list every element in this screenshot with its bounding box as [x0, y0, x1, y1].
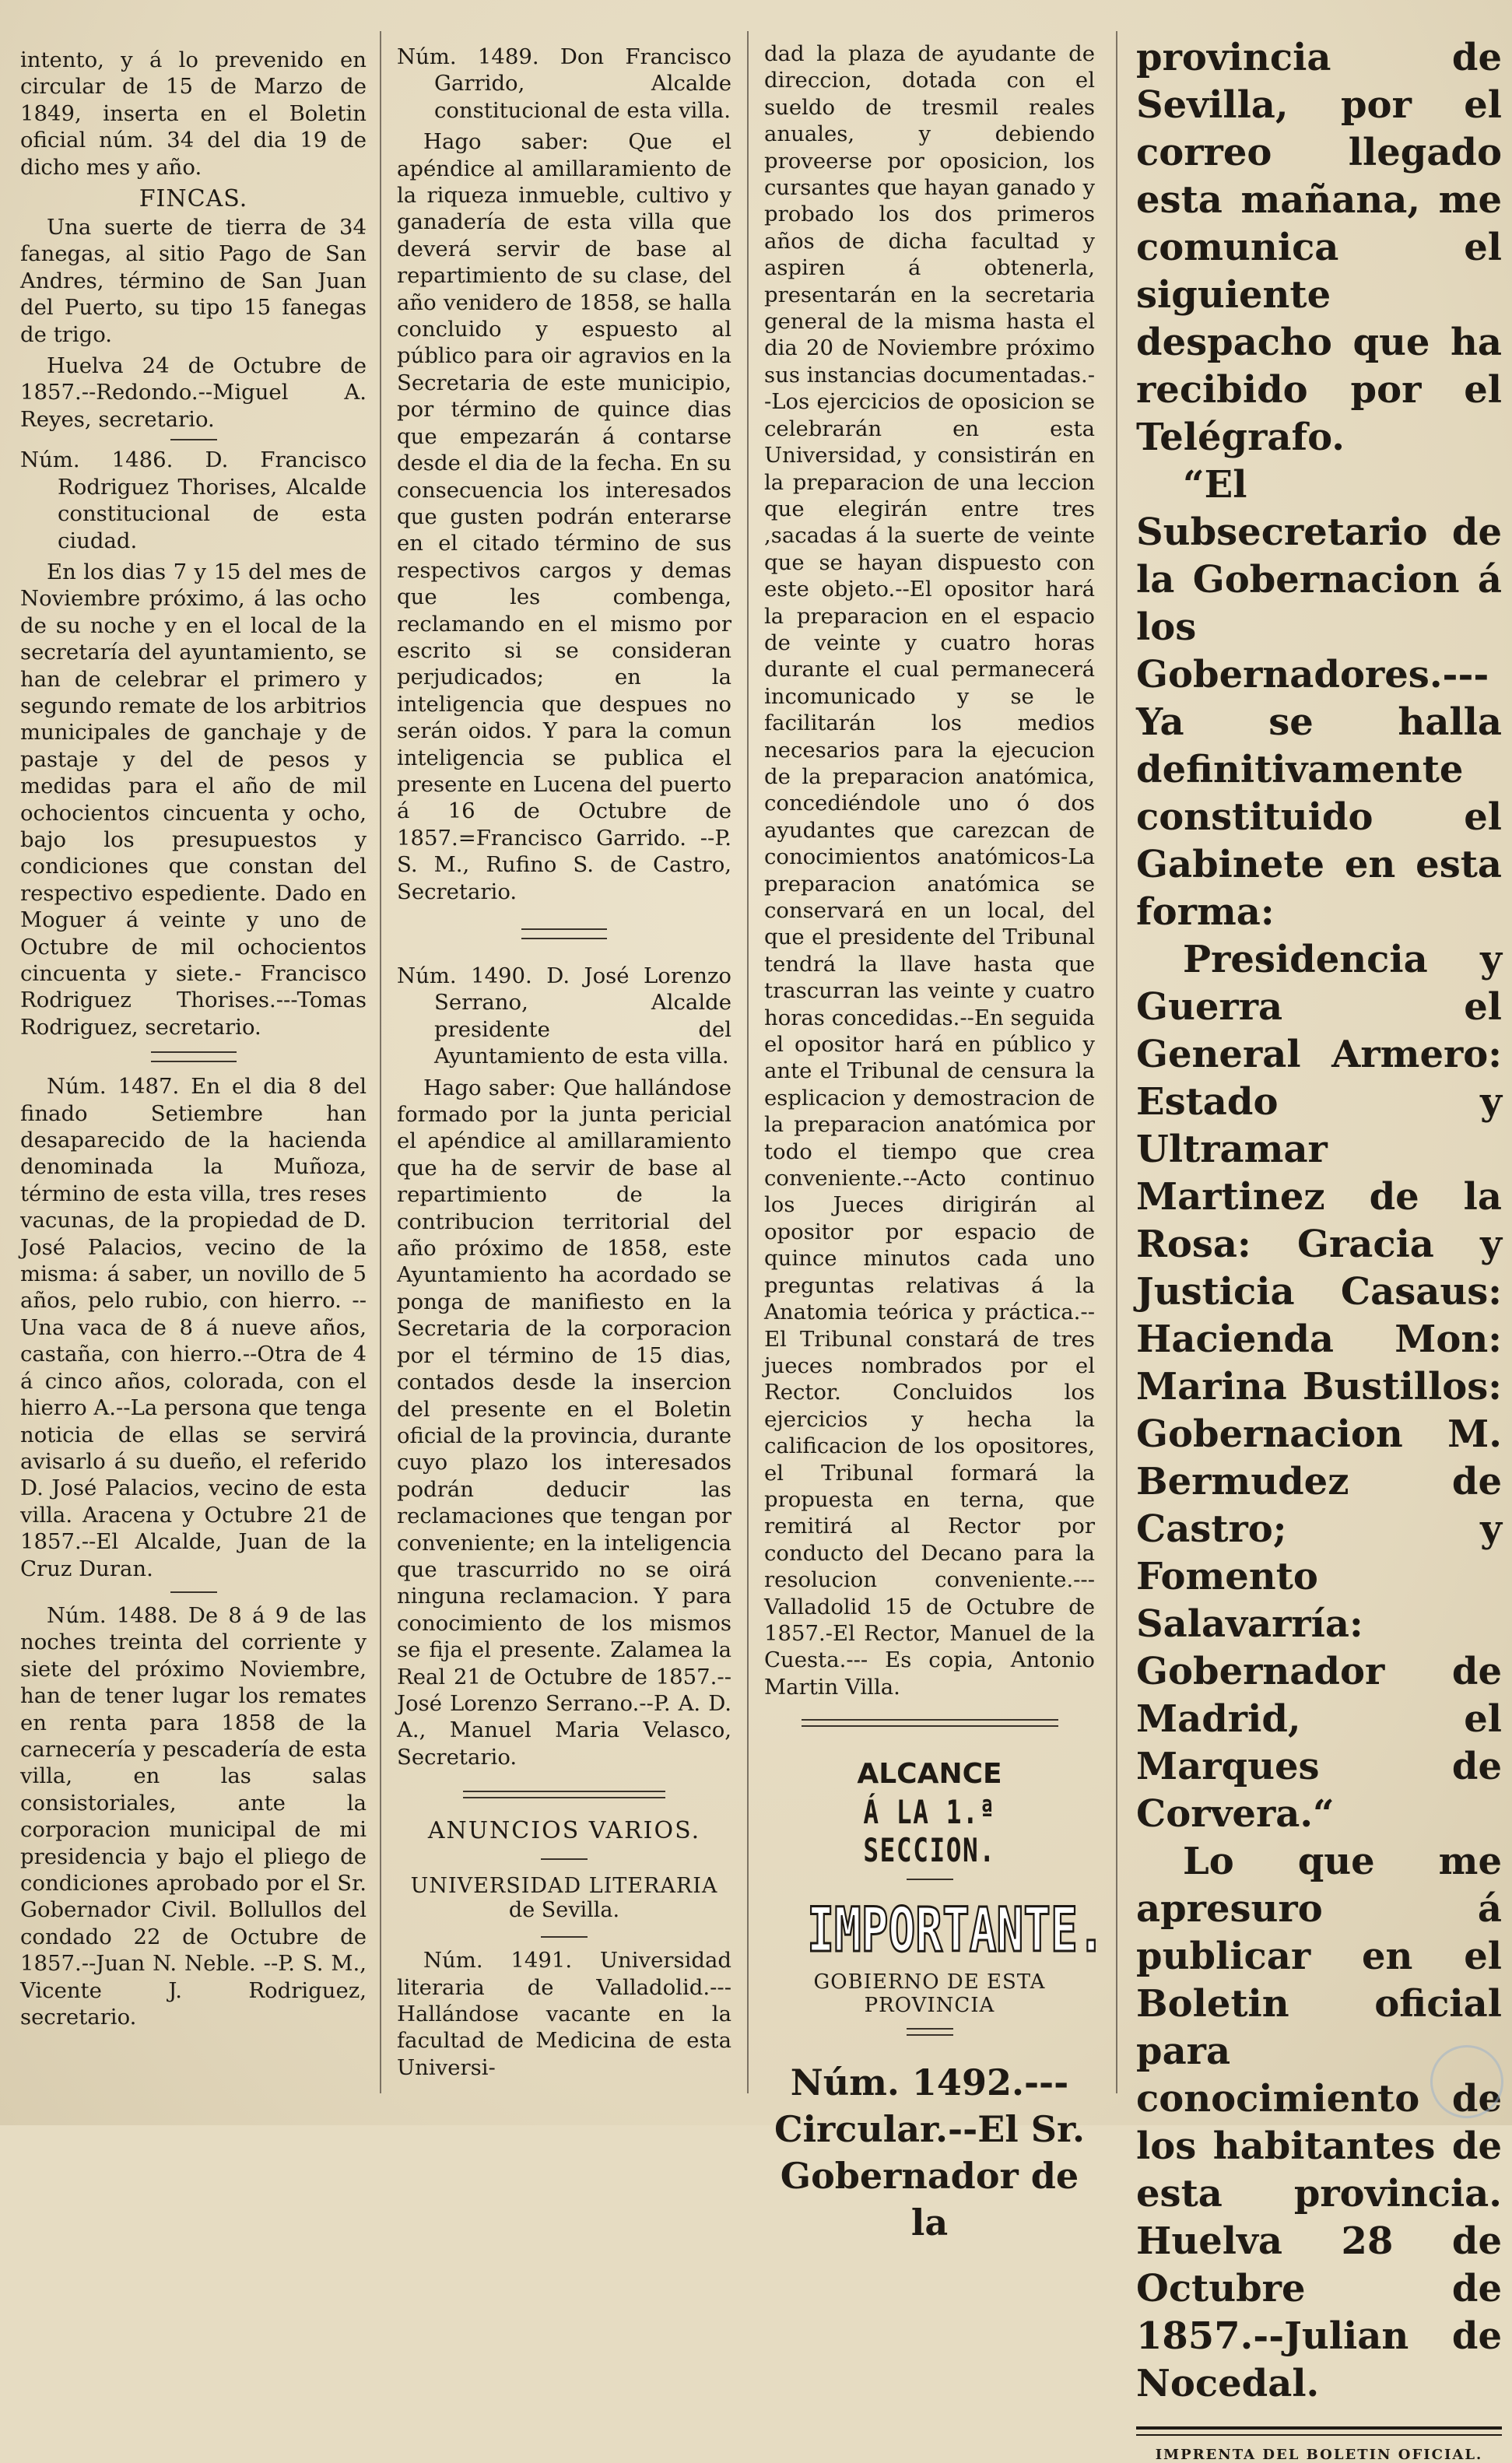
notice-1488: Núm. 1488. De 8 á 9 de las noches treinta del corriente y siete del próximo Noviembre, han de tener lugar los remates en renta para 1858 de la carnecería y pescadería de esta villa, en las salas consistoriales, ante la corporacion municipal de mi presidencia y bajo el pliego de condiciones aprobado por el Sr. Gobernador Civil. Bollullos del condado 22 de Octubre de 1857.--Juan N. Neble. --P. S. M., Vicente J. Rodriguez, secretario.: [20, 1602, 367, 2030]
gobierno-heading: GOBIERNO DE ESTA PROVINCIA: [813, 1970, 1046, 2018]
separator: [521, 928, 607, 939]
subsecretario-paragraph: “El Subsecretario de la Gobernacion á los Gobernadores.---Ya se halla definitivamente constituido el Gabinete en esta forma:: [1136, 463, 1502, 934]
closing-paragraph: Lo que me apresuro á publicar en el Boletin oficial para conocimiento de los habitantes de esta provincia. Huelva 28 de Octubre de 1857.--Julian de Nocedal.: [1136, 1840, 1502, 2405]
separator: [170, 1591, 217, 1593]
notice-1486-body: En los dias 7 y 15 del mes de Noviembre próximo, á las ocho de su noche y en el local de la secretaría del ayuntamiento, se han de celebrar el primero y segundo remate de los arbitrios municipales de ganchaje y de pastaje y del de pesos y medidas para el año de mil ochocientos cincuenta y ocho, bajo los presupuestos y condiciones que constan del respectivo espediente. Dado en Moguer á veinte y uno de Octubre de mil ochocientos cincuenta y siete.- Francisco Rodriguez Thorises.---Tomas Rodriguez, secretario.: [20, 559, 367, 1040]
alcance-heading: ALCANCE: [857, 1758, 1002, 1791]
fincas-heading: FINCAS.: [139, 185, 248, 213]
notice-1490-body: Hago saber: Que hallándose formado por la junta pericial el apéndice al amillaramiento que ha de servir de base al repartimiento de la contribucion territorial del año próximo de 1858, este Ayuntamiento ha acordado se ponga de manifiesto en la Secretaria de la corporacion por el término de 15 dias, contados desde la insercion del presente en el Boletin oficial de la provincia, durante cuyo plazo los interesados podrán deducir las reclamaciones que tengan por conveniente; en la inteligencia que trascurrido no se oirá ninguna reclamacion. Y para conocimiento de los mismos se fija el presente. Zalamea la Real 21 de Octubre de 1857.--José Lorenzo Serrano.--P. A. D. A., Manuel Maria Velasco, Secretario.: [397, 1075, 731, 1770]
importante-heading: IMPORTANTE.: [807, 1896, 1105, 1967]
notice-1491-continuation: dad la plaza de ayudante de direccion, dotada con el sueldo de tresmil reales anuales, y debiendo proveerse por oposicion, los cursantes que hayan ganado y probado los dos primeros años de dicha facultad y aspiren á obtenerla, presentarán en la secretaria general de la misma hasta el dia 20 de Noviembre próximo sus instancias documentadas.--Los ejercicios de oposicion se celebrarán en esta Universidad, y consistirán en la preparacion de una leccion que elegirán entre tres ,sacadas á la suerte de veinte que se hayan dispuesto con este objeto.--El opositor hará la preparacion en el espacio de veinte y cuatro horas durante el cual permanecerá incomunicado y se le facilitarán los medios necesarios para la ejecucion de la preparacion anatómica, concediéndole uno ó dos ayudantes que carezcan de conocimientos anatómicos-La preparacion anatómica se conservará en un local, del que el presidente del Tribunal tendrá la llave hasta que trascurran las veinte y cuatro horas concedidas.--En seguida el opositor hará en público y ante el Tribunal de censura la esplicacion y demostracion de la preparacion anatómica por todo el tiempo que crea conveniente.--Acto continuo los Jueces dirigirán al opositor por espacio de quince minutos cada uno preguntas relativas á la Anatomia teórica y práctica.--El Tribunal constará de tres jueces nombrados por el Rector. Concluidos los ejercicios y hecha la calificacion de los opositores, el Tribunal formará la propuesta en terna, que remitirá al Rector por conducto del Decano para la resolucion conveniente.---Valladolid 15 de Octubre de 1857.-El Rector, Manuel de la Cuesta.--- Es copia, Antonio Martin Villa.: [764, 41, 1095, 1700]
despacho-paragraph: provincia de Sevilla, por el correo llegado esta mañana, me comunica el siguiente despacho que ha recibido por el Telégrafo.: [1136, 36, 1502, 459]
notice-1489-body: Hago saber: Que el apéndice al amillaramiento de la riqueza inmueble, cultivo y ganadería de esta villa que deverá servir de base al repartimiento de su clase, del año venidero de 1858, se halla concluido y espuesto al público para oir agravios en la Secretaria de este municipio, por término de quince dias que empezarán á contarse desde el dia de la fecha. En su consecuencia los interesados que gusten podrán enterarse en el citado término de sus respectivos cargos y demas que les combenga, reclamando en el mismo por escrito si se consideran perjudicados; en la inteligencia que despues no serán oidos. Y para la comun inteligencia se publica el presente en Lucena del puerto á 16 de Octubre de 1857.=Francisco Garrido. --P. S. M., Rufino S. de Castro, Secretario.: [397, 129, 731, 904]
column-rule: [1116, 31, 1117, 2093]
paragraph-huelva-signature: Huelva 24 de Octubre de 1857.--Redondo.--Miguel A. Reyes, secretario.: [20, 353, 367, 432]
universidad-heading: UNIVERSIDAD LITERARIA: [410, 1874, 718, 1899]
separator: [151, 1051, 237, 1062]
notice-1489-heading: Núm. 1489. Don Francisco Garrido, Alcalde constitucional de esta villa.: [397, 44, 731, 123]
notice-1491-start: Núm. 1491. Universidad literaria de Valladolid.---Hallándose vacante en la facultad de Medicina de esta Universi-: [397, 1948, 731, 2080]
paragraph-suerte: Una suerte de tierra de 34 fanegas, al sitio Pago de San Andres, término de San Juan del Puerto, su tipo 15 fanegas de trigo.: [20, 215, 367, 347]
alcance-section-heading: Á LA 1.ª SECCION.: [863, 1793, 996, 1870]
separator: [170, 439, 217, 440]
separator: [541, 1936, 588, 1938]
gabinete-paragraph: Presidencia y Guerra el General Armero: Estado y Ultramar Martinez de la Rosa: Gracia y Justicia Casaus: Hacienda Mon: Marina Bustillos: Gobernacion M. Bermudez de Castro; y Fomento Salavarría: Gobernador de Madrid, el Marques de Corvera.“: [1136, 938, 1502, 1836]
column-rule: [747, 31, 749, 2093]
notice-1487: Núm. 1487. En el dia 8 del finado Setiembre han desaparecido de la hacienda denominada la Muñoza, término de esta villa, tres reses vacunas, de la propiedad de D. José Palacios, vecino de la misma: á saber, un novillo de 5 años, pelo rubio, con hierro. --Una vaca de 8 á nueve años, castaña, con hierro.--Otra de 4 á cinco años, colorada, con el hierro A.--La persona que tenga noticia de ellas se servirá avisarlo á su dueño, el referido D. José Palacios, vecino de esta villa. Aracena y Octubre 21 de 1857.--El Alcalde, Juan de la Cruz Duran.: [20, 1074, 367, 1581]
anuncios-varios-heading: ANUNCIOS VARIOS.: [427, 1817, 701, 1845]
separator: [541, 1858, 588, 1860]
separator: [463, 1791, 665, 1798]
universidad-subheading: de Sevilla.: [508, 1898, 620, 1923]
column-rule: [380, 31, 381, 2093]
notice-1486-heading: Núm. 1486. D. Francisco Rodriguez Thorises, Alcalde constitucional de esta ciudad.: [20, 447, 367, 553]
notice-1492-start: Núm. 1492.--- Circular.--El Sr. Gobernador de la: [774, 2061, 1086, 2244]
column-1: [20, 47, 367, 2035]
separator: [907, 2028, 953, 2036]
column-2: [397, 44, 731, 2086]
notice-1490-heading: Núm. 1490. D. José Lorenzo Serrano, Alcalde presidente del Ayuntamiento de esta villa.: [397, 963, 731, 1069]
library-stamp-icon: [1430, 2045, 1503, 2118]
imprenta-footer: IMPRENTA DEL BOLETIN OFICIAL.: [1155, 2447, 1483, 2463]
separator: [907, 1879, 953, 1880]
paragraph-intento: intento, y á lo prevenido en circular de 15 de Marzo de 1849, inserta en el Boletin oficial núm. 34 del dia 19 de dicho mes y año.: [20, 47, 367, 180]
separator: [802, 1719, 1058, 1727]
column-3: [764, 40, 1105, 2246]
imprenta-rule: [1136, 2426, 1502, 2436]
